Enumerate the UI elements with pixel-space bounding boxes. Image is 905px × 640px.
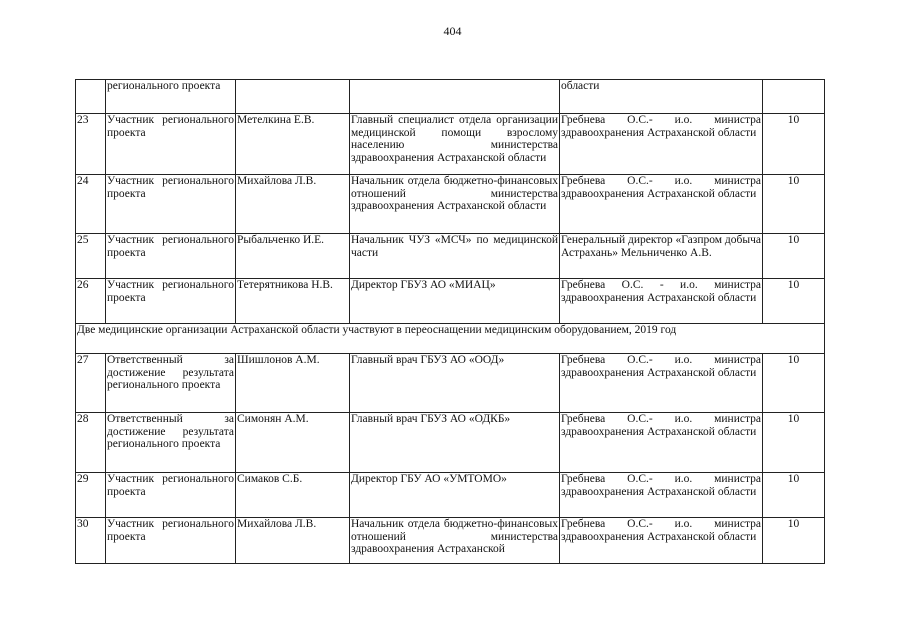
name-cell: Рыбальченко И.Е. [236,234,350,279]
score-cell: 10 [763,354,825,413]
role-cell: Участник регионального проекта [106,518,236,564]
name-cell: Тетерятникова Н.В. [236,279,350,324]
table-row [76,175,825,234]
position-cell: Начальник отдела бюджетно-финансовых отношений министерства здравоохранения Астраханской области [350,175,560,234]
name-cell: Шишлонов А.М. [236,354,350,413]
manager-cell: Генеральный директор «Газпром добыча Астрахань» Мельниченко А.В. [560,234,763,279]
position-cell: Директор ГБУЗ АО «МИАЦ» [350,279,560,324]
score-cell: 10 [763,518,825,564]
table-row [76,114,825,175]
score-cell [763,80,825,114]
table-row-continued [76,80,825,114]
name-cell: Метелкина Е.В. [236,114,350,175]
score-cell: 10 [763,279,825,324]
manager-cell: Гребнева О.С.- и.о. министра здравоохранения Астраханской области [560,413,763,473]
participants-table [75,79,825,564]
table-row [76,518,825,564]
score-cell: 10 [763,114,825,175]
manager-cell: Гребнева О.С.- и.о. министра здравоохранения Астраханской области [560,473,763,518]
row-number-cell: 28 [76,413,106,473]
name-cell [236,80,350,114]
row-number-cell: 25 [76,234,106,279]
role-cell: регионального проекта [106,80,236,114]
position-cell: Начальник ЧУЗ «МСЧ» по медицинской части [350,234,560,279]
name-cell: Симонян А.М. [236,413,350,473]
manager-cell: Гребнева О.С.- и.о. министра здравоохранения Астраханской области [560,518,763,564]
manager-cell: области [560,80,763,114]
row-number-cell [76,80,106,114]
row-number-cell: 26 [76,279,106,324]
position-cell: Главный врач ГБУЗ АО «ОДКБ» [350,413,560,473]
table-row [76,234,825,279]
row-number-cell: 30 [76,518,106,564]
role-cell: Ответственный за достижение результата регионального проекта [106,354,236,413]
manager-cell: Гребнева О.С.- и.о. министра здравоохранения Астраханской области [560,175,763,234]
manager-cell: Гребнева О.С. - и.о. министра здравоохранения Астраханской области [560,279,763,324]
position-cell: Главный специалист отдела организации медицинской помощи взрослому населению министерства здравоохранения Астраханской области [350,114,560,175]
table-row [76,354,825,413]
row-number-cell: 24 [76,175,106,234]
role-cell: Участник регионального проекта [106,473,236,518]
row-number-cell: 29 [76,473,106,518]
score-cell: 10 [763,175,825,234]
position-cell: Директор ГБУ АО «УМТОМО» [350,473,560,518]
role-cell: Участник регионального проекта [106,279,236,324]
table-row [76,279,825,324]
section-heading-row [76,324,825,354]
position-cell: Начальник отдела бюджетно-финансовых отношений министерства здравоохранения Астраханской [350,518,560,564]
row-number-cell: 27 [76,354,106,413]
manager-cell: Гребнева О.С.- и.о. министра здравоохранения Астраханской области [560,114,763,175]
page-number: 404 [443,24,462,38]
role-cell: Участник регионального проекта [106,175,236,234]
manager-cell: Гребнева О.С.- и.о. министра здравоохранения Астраханской области [560,354,763,413]
table-row [76,473,825,518]
name-cell: Михайлова Л.В. [236,518,350,564]
role-cell: Ответственный за достижение результата регионального проекта [106,413,236,473]
score-cell: 10 [763,473,825,518]
role-cell: Участник регионального проекта [106,234,236,279]
position-cell: Главный врач ГБУЗ АО «ООД» [350,354,560,413]
name-cell: Михайлова Л.В. [236,175,350,234]
score-cell: 10 [763,413,825,473]
score-cell: 10 [763,234,825,279]
row-number-cell: 23 [76,114,106,175]
table-row [76,413,825,473]
name-cell: Симаков С.Б. [236,473,350,518]
role-cell: Участник регионального проекта [106,114,236,175]
section-heading: Две медицинские организации Астраханской области участвуют в переоснащении медицинским оборудованием, 2019 год [76,324,825,354]
position-cell [350,80,560,114]
